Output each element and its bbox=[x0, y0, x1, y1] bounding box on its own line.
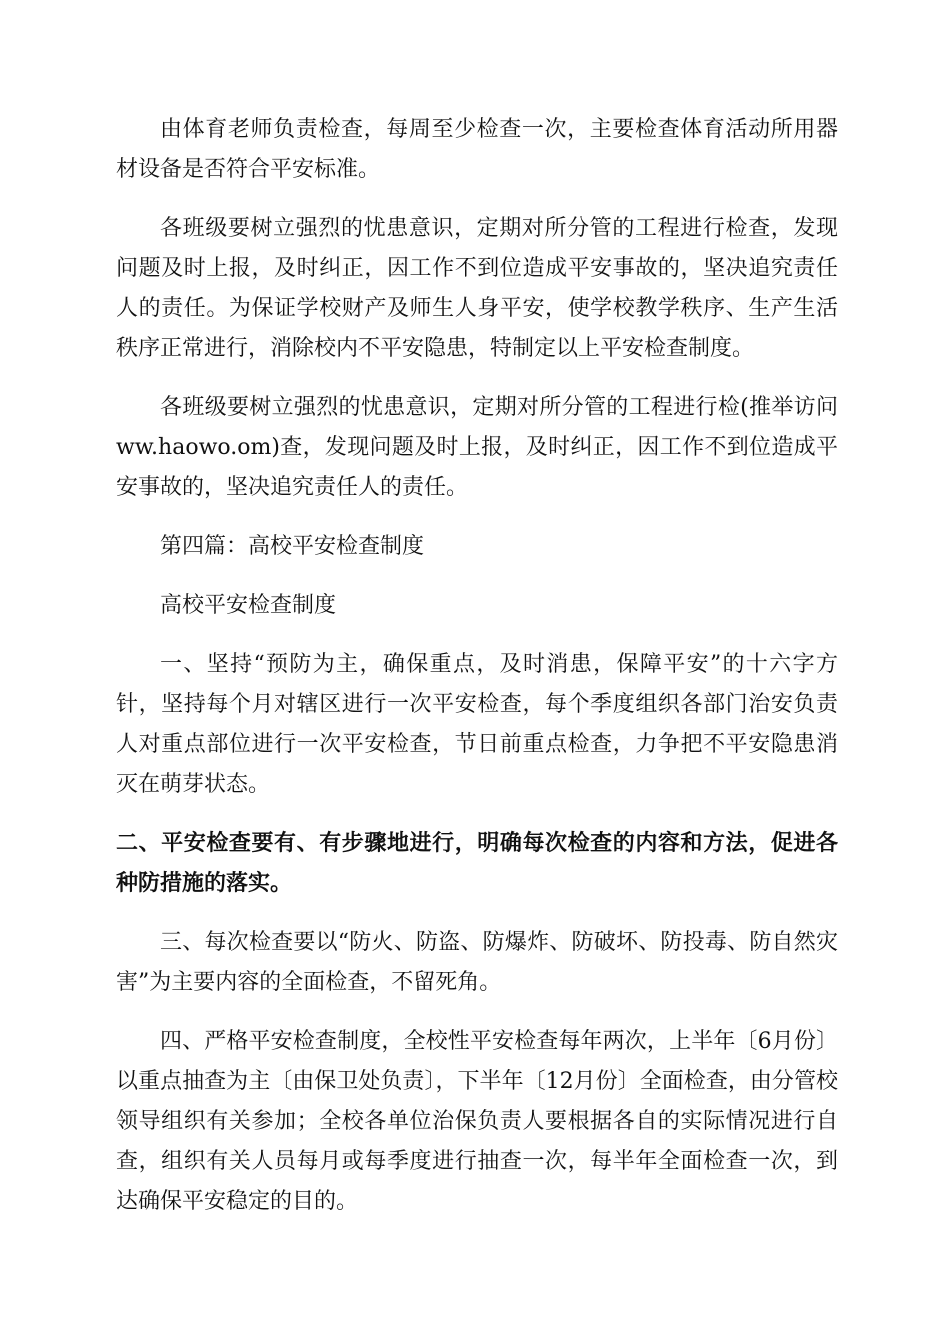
paragraph-equipment-check: 由体育老师负责检查，每周至少检查一次，主要检查体育活动所用器材设备是否符合平安标准。 bbox=[116, 117, 838, 182]
section-title: 第四篇：高校平安检查制度 bbox=[160, 534, 425, 559]
item-four: 四、严格平安检查制度，全校性平安检查每年两次，上半年〔6月份〕以重点抽查为主〔由保卫处负责〕，下半年〔12月份〕全面检查，由分管校领导组织有关参加；全校各单位治保负责人要根据各自的实际情况进行自查，组织有关人员每月或每季度进行抽查一次，每半年全面检查一次，到达确保平安稳定的目的。 bbox=[116, 1029, 838, 1214]
item-three: 三、每次检查要以“防火、防盗、防爆炸、防破坏、防投毒、防自然灾害”为主要内容的全面检查，不留死角。 bbox=[116, 930, 838, 995]
item-one: 一、坚持“预防为主，确保重点，及时消患，保障平安”的十六字方针，坚持每个月对辖区进行一次平安检查，每个季度组织各部门治安负责人对重点部位进行一次平安检查，节日前重点检查，力争把不平安隐患消灭在萌芽状态。 bbox=[116, 652, 838, 797]
paragraph-class-responsibility: 各班级要树立强烈的忧患意识，定期对所分管的工程进行检查，发现问题及时上报，及时纠正，因工作不到位造成平安事故的，坚决追究责任人的责任。为保证学校财产及师生人身平安，使学校教学秩序、生产生活秩序正常进行，消除校内不平安隐患，特制定以上平安检查制度。 bbox=[116, 216, 838, 361]
item-two: 二、平安检查要有、有步骤地进行，明确每次检查的内容和方法，促进各种防措施的落实。 bbox=[116, 831, 838, 896]
paragraph-class-responsibility-repeat: 各班级要树立强烈的忧患意识，定期对所分管的工程进行检(推举访问ww.haowo.om)查，发现问题及时上报，及时纠正，因工作不到位造成平安事故的，坚决追究责任人的责任。 bbox=[116, 395, 838, 500]
document-page bbox=[116, 110, 838, 1241]
document-title: 高校平安检查制度 bbox=[160, 593, 337, 618]
